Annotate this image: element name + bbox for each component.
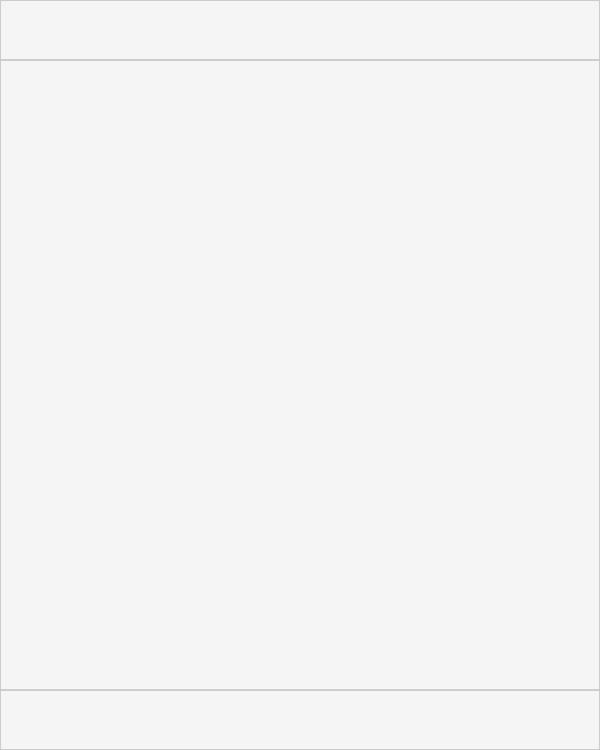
header: [0, 0, 600, 60]
main-content: [0, 60, 600, 690]
footer: [0, 690, 600, 750]
